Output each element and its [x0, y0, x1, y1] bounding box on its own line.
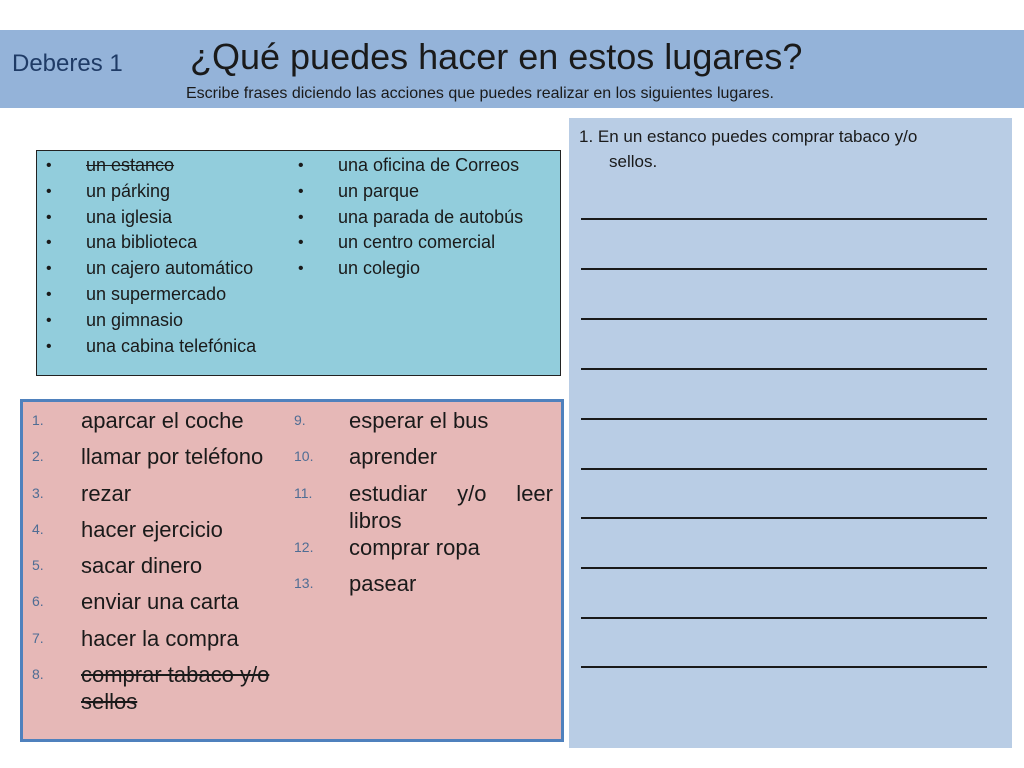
- list-item: [289, 230, 523, 256]
- actions-list-right: [291, 407, 553, 606]
- list-item: [291, 443, 553, 479]
- list-item: [289, 205, 523, 231]
- answer-panel: [569, 118, 1012, 748]
- list-item: [291, 534, 553, 570]
- place-label: un colegio: [338, 258, 421, 279]
- bullet-icon: •: [46, 260, 52, 278]
- answer-line[interactable]: [581, 418, 987, 420]
- header-banner: [0, 30, 1024, 108]
- answer-line[interactable]: [581, 567, 987, 569]
- list-item: [37, 282, 256, 308]
- place-label: un parque: [338, 180, 420, 201]
- place-label: un gimnasio: [86, 309, 184, 330]
- item-number: 3.: [32, 484, 44, 501]
- example-sentence: [579, 124, 999, 174]
- item-number: 4.: [32, 520, 44, 537]
- list-item: [291, 570, 553, 606]
- place-label: una oficina de Correos: [338, 155, 520, 175]
- list-item: [289, 179, 523, 205]
- page-title: ¿Qué puedes hacer en estos lugares?: [190, 36, 803, 77]
- list-item: [23, 516, 288, 552]
- places-list-box: [36, 150, 561, 376]
- action-label: pasear: [349, 570, 417, 596]
- place-label: una parada de autobús: [338, 206, 524, 227]
- homework-label: Deberes 1: [12, 50, 123, 77]
- actions-list-box: [20, 399, 564, 742]
- action-label: aprender: [349, 444, 438, 470]
- item-number: 13.: [294, 574, 314, 591]
- action-label: comprar ropa: [349, 534, 480, 560]
- place-label: una biblioteca: [86, 232, 198, 253]
- bullet-icon: •: [298, 260, 304, 278]
- example-line-1: 1. En un estanco puedes comprar tabaco y/o: [579, 127, 918, 146]
- bullet-icon: •: [298, 208, 304, 226]
- item-number: 9.: [294, 412, 306, 428]
- instructions-subtitle: Escribe frases diciendo las acciones que puedes realizar en los siguientes lugares.: [186, 85, 774, 102]
- list-item: [291, 480, 553, 534]
- actions-list-left: [23, 407, 288, 715]
- place-label: un estanco: [86, 155, 175, 175]
- list-item: [23, 661, 288, 715]
- action-label: comprar tabaco y/o sellos: [81, 662, 270, 715]
- list-item: [23, 480, 288, 516]
- list-item: [23, 552, 288, 588]
- item-number: 11.: [294, 484, 313, 501]
- action-label: aparcar el coche: [81, 408, 244, 433]
- bullet-icon: •: [298, 182, 304, 200]
- action-label: sacar dinero: [81, 553, 203, 579]
- answer-line[interactable]: [581, 468, 987, 470]
- bullet-icon: •: [298, 234, 304, 252]
- place-label: un cajero automático: [86, 258, 254, 279]
- item-number: 8.: [32, 666, 44, 683]
- place-label: un centro comercial: [338, 232, 496, 253]
- list-item: [37, 230, 256, 256]
- list-item: [37, 153, 256, 179]
- list-item: [23, 625, 288, 661]
- action-label: enviar una carta: [81, 589, 239, 615]
- item-number: 5.: [32, 557, 44, 574]
- bullet-icon: •: [46, 337, 52, 355]
- list-item: [37, 256, 256, 282]
- list-item: [23, 588, 288, 624]
- answer-line[interactable]: [581, 617, 987, 619]
- answer-line[interactable]: [581, 268, 987, 270]
- answer-line[interactable]: [581, 318, 987, 320]
- place-label: una iglesia: [86, 206, 173, 227]
- list-item: [37, 205, 256, 231]
- item-number: 1.: [32, 412, 44, 428]
- answer-line[interactable]: [581, 218, 987, 220]
- item-number: 12.: [294, 538, 314, 555]
- place-label: un supermercado: [86, 283, 227, 304]
- example-line-2: sellos.: [609, 152, 658, 171]
- list-item: [37, 334, 256, 360]
- places-list-left: [37, 153, 256, 359]
- list-item: [37, 179, 256, 205]
- bullet-icon: •: [298, 157, 304, 174]
- list-item: [289, 153, 523, 179]
- bullet-icon: •: [46, 285, 52, 303]
- action-label: hacer ejercicio: [81, 516, 223, 542]
- list-item: [37, 308, 256, 334]
- places-list-right: [289, 153, 523, 282]
- action-label: hacer la compra: [81, 625, 239, 651]
- list-item: [23, 443, 288, 479]
- answer-line[interactable]: [581, 666, 987, 668]
- item-number: 2.: [32, 448, 44, 465]
- bullet-icon: •: [46, 208, 52, 226]
- bullet-icon: •: [46, 311, 52, 329]
- list-item: [289, 256, 523, 282]
- place-label: un párking: [86, 180, 171, 201]
- answer-line[interactable]: [581, 368, 987, 370]
- place-label: una cabina telefónica: [86, 335, 257, 356]
- item-number: 10.: [294, 448, 314, 465]
- bullet-icon: •: [46, 182, 52, 200]
- answer-line[interactable]: [581, 517, 987, 519]
- item-number: 7.: [32, 629, 44, 646]
- item-number: 6.: [32, 593, 44, 610]
- bullet-icon: •: [46, 234, 52, 252]
- bullet-icon: •: [46, 157, 52, 174]
- list-item: [23, 407, 288, 443]
- action-label: rezar: [81, 480, 132, 506]
- list-item: [291, 407, 553, 443]
- action-label: esperar el bus: [349, 408, 489, 433]
- action-label: estudiar y/o leer libros: [349, 480, 553, 533]
- action-label: llamar por teléfono: [81, 444, 264, 470]
